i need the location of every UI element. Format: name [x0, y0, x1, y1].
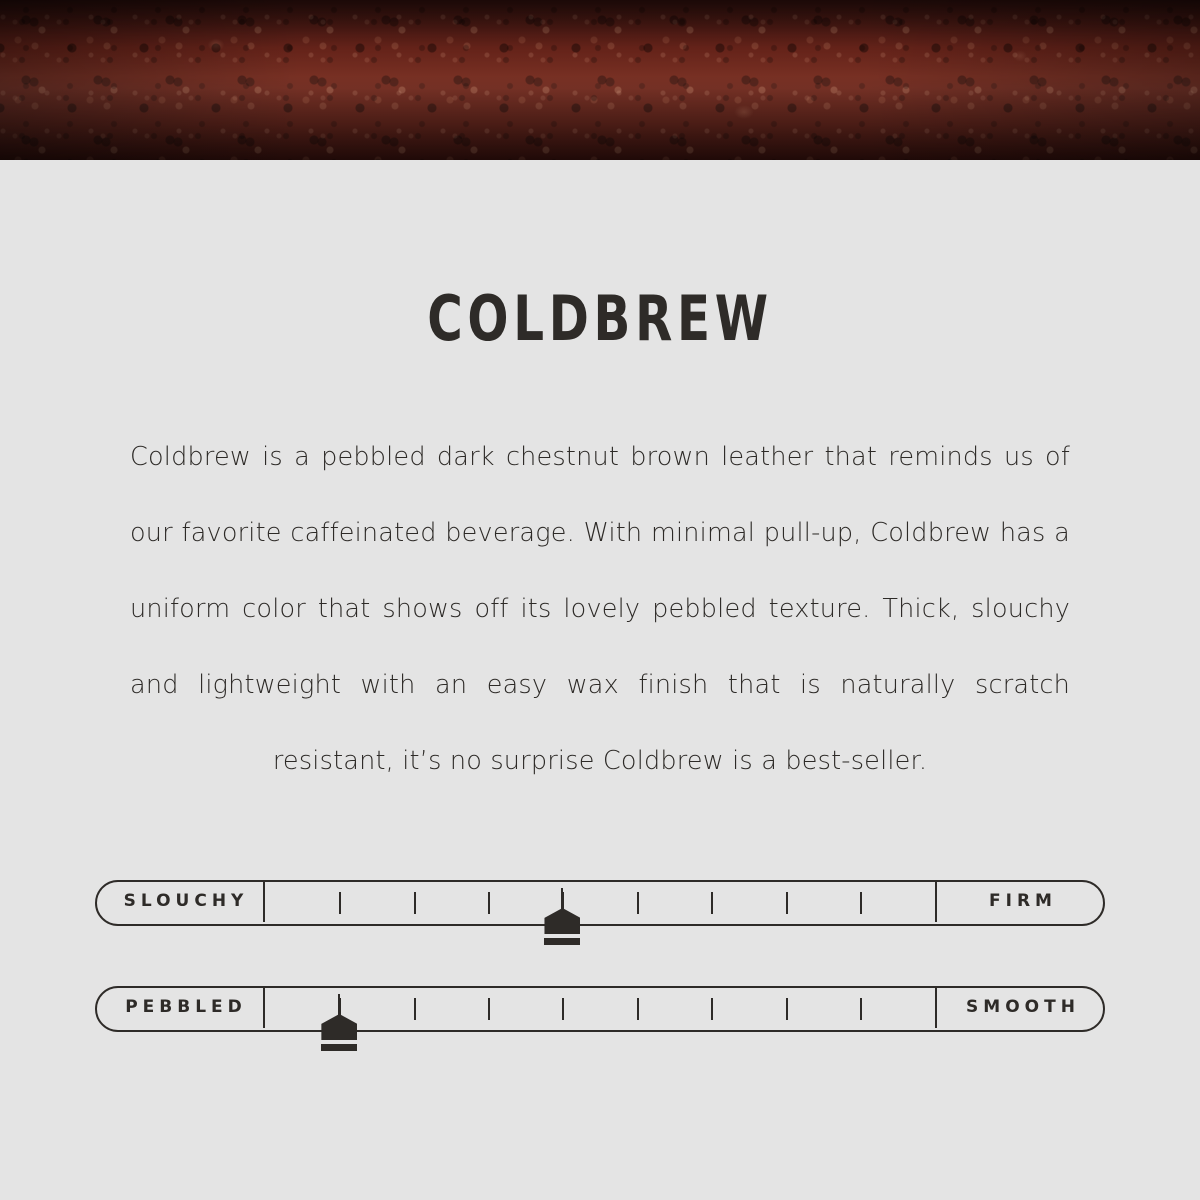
scale-tick — [414, 892, 416, 914]
marker-base-icon — [321, 1044, 357, 1051]
scale-firmness — [95, 880, 1105, 926]
scale-tick — [711, 998, 713, 1020]
scale-tick — [637, 998, 639, 1020]
scale-tick — [488, 892, 490, 914]
marker-pointer-icon — [321, 1014, 357, 1040]
scale-left-label: PEBBLED — [97, 986, 265, 1028]
scale-tick — [637, 892, 639, 914]
scale-tick — [711, 892, 713, 914]
marker-base-icon — [544, 938, 580, 945]
leather-sheen-overlay — [0, 0, 1200, 160]
scale-texture — [95, 986, 1105, 1032]
scale-ticks — [265, 882, 935, 924]
scale-left-label: SLOUCHY — [97, 880, 265, 922]
scale-right-label: FIRM — [935, 880, 1103, 922]
scale-tick — [786, 998, 788, 1020]
leather-swatch-image — [0, 0, 1200, 160]
scale-tick — [414, 998, 416, 1020]
marker-pointer-icon — [544, 908, 580, 934]
description-text: Coldbrew is a pebbled dark chestnut brown leather that reminds us of our favorite caffeinated beverage. With minimal pull-up, Coldbrew has a uniform color that shows off its lovely pebbled texture. Thick, slouchy and lightweight with an easy wax finish that is naturally scratch resistant, it’s no surprise Coldbrew is a best-seller. — [130, 442, 1070, 776]
scale-tick — [562, 998, 564, 1020]
content-area — [0, 160, 1200, 799]
scale-tick — [339, 892, 341, 914]
page-title: COLDBREW — [427, 282, 773, 355]
attribute-scales — [0, 880, 1200, 1092]
scale-ticks — [265, 988, 935, 1030]
scale-tick — [786, 892, 788, 914]
scale-right-label: SMOOTH — [935, 986, 1103, 1028]
scale-tick — [860, 892, 862, 914]
scale-tick — [860, 998, 862, 1020]
scale-tick — [488, 998, 490, 1020]
